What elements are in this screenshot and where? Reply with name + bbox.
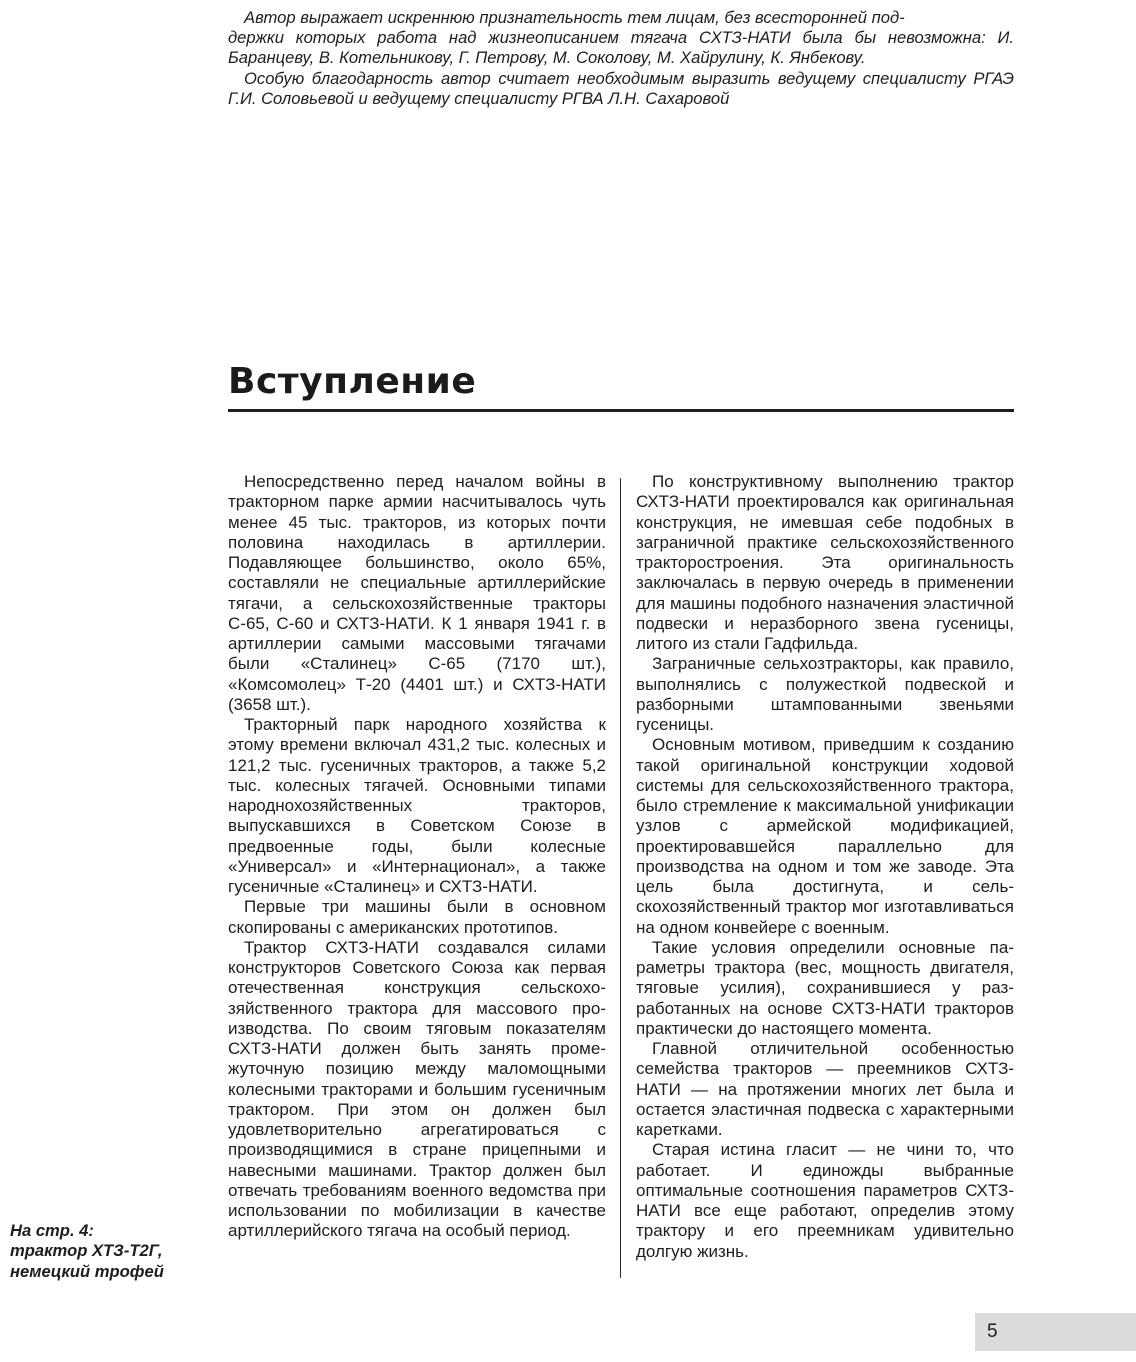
paragraph: Тракторный парк народного хозяйства к этому времени включал 431,2 тыс. колесных и 121,2 тыс. гусеничных тракторов, а также 5,2 тыс. колесных тягачей. Основными типами народнохозяйственных тракторов, выпускавшихся в Советском Союзе в предвоенные годы, были колесные «Универсал» и «Интернационал», а также гусеничные «Сталинец» и СХТЗ-НАТИ.	[228, 715, 606, 896]
paragraph: По конструктивному выполнению трактор СХТЗ-НАТИ проектировался как оригинальная конструкция, не имевшая себе подобных в заграничной практике сельскохозяйственного тракторостроения. Эта оригинальность заключалась в первую очередь в применении для машины подобного назначения эластичной подвески и неразборного звена гусеницы, литого из стали Гадфильда.	[636, 472, 1014, 653]
ack-paragraph-1-rest: держки которых работа над жизнеописанием тягача СХТЗ-НАТИ была бы невозможна: И. Баранцеву, В. Котельникову, Г. Петрову, М. Соколову, М. Хайрулину, К. Янбекову.	[228, 28, 1014, 68]
title-underline	[228, 409, 1014, 412]
ack-paragraph-1-line-1: Автор выражает искреннюю признательность тем лицам, без всесторонней под-	[244, 8, 905, 27]
chapter-title: Вступление	[228, 361, 477, 402]
page-number: 5	[987, 1321, 998, 1342]
caption-line: На стр. 4:	[10, 1221, 94, 1240]
paragraph: Трактор СХТЗ-НАТИ создавался силами конструкторов Советского Союза как первая отечественная конструкция сельскохозяйственного трактора для массового производства. По своим тяговым показателям СХТЗ-НАТИ должен быть занять промежуточную позицию между маломощными колесными тракторами и большим гусеничным трактором. При этом он должен был удовлетворительно агрегатироваться с производящимися в стране прицепными и навесными машинами. Трактор должен был отвечать требованиям военного ведомства при использовании по мобилизации в качестве артиллерийского тягача на особый период.	[228, 937, 606, 1241]
column-divider	[620, 478, 621, 1278]
paragraph: Непосредственно перед началом войны в тракторном парке армии насчитывалось чуть менее 45 тыс. тракторов, из которых почти половина находилась в артиллерии. Подавляющее большинство, около 65%, составляли не специальные артиллерийские тягачи, а сельскохозяйственные тракторы С-65, С-60 и СХТЗ-НАТИ. К 1 января 1941 г. в артиллерии самыми массовыми тягачами были «Сталинец» С-65 (7170 шт.), «Комсомолец» Т-20 (4401 шт.) и СХТЗ-НАТИ (3658 шт.).	[228, 472, 606, 714]
figure-caption	[10, 1221, 210, 1282]
paragraph: Основным мотивом, приведшим к созданию такой оригинальной конструкции ходовой системы для сельскохозяйственного трактора, было стремление к максимальной унификации узлов с армейской модификацией, проектировавшейся параллельно для производства на одном и том же заводе. Эта цель была достигнута, и сельскохозяйственный трактор мог изготавливаться на одном конвейере с военным.	[636, 735, 1014, 937]
body-column-right	[636, 472, 1014, 1262]
ack-paragraph-2: Особую благодарность автор считает необходимым выразить ведущему специалисту РГАЭ Г.И. Соловьевой и ведущему специалисту РГВА Л.Н. Сахаровой	[228, 68, 1014, 108]
caption-line: трактор ХТЗ-Т2Г,	[10, 1241, 163, 1261]
paragraph: Первые три машины были в основном скопированы с американских прототипов.	[228, 897, 606, 937]
acknowledgements	[228, 8, 1014, 109]
paragraph: Заграничные сельхозтракторы, как правило, выполнялись с полужесткой подвеской и разборными штампованными звеньями гусеницы.	[636, 654, 1014, 734]
paragraph: Главной отличительной особенностью семейства тракторов — преемников СХТЗ-НАТИ — на протяжении многих лет была и остается эластичная подвеска с характерными каретками.	[636, 1039, 1014, 1139]
paragraph: Такие условия определили основные параметры трактора (вес, мощность двигателя, тяговые усилия), сохранившиеся у разработанных на основе СХТЗ-НАТИ тракторов практически до настоящего момента.	[636, 937, 1014, 1038]
caption-line: немецкий трофей	[10, 1261, 164, 1281]
body-column-left	[228, 472, 606, 1242]
paragraph: Старая истина гласит — не чини то, что работает. И единожды выбранные оптимальные соотношения параметров СХТЗ-НАТИ все еще работают, определив этому трактору и его преемникам удивительно долгую жизнь.	[636, 1140, 1014, 1261]
page-number-tab	[975, 1313, 1136, 1351]
